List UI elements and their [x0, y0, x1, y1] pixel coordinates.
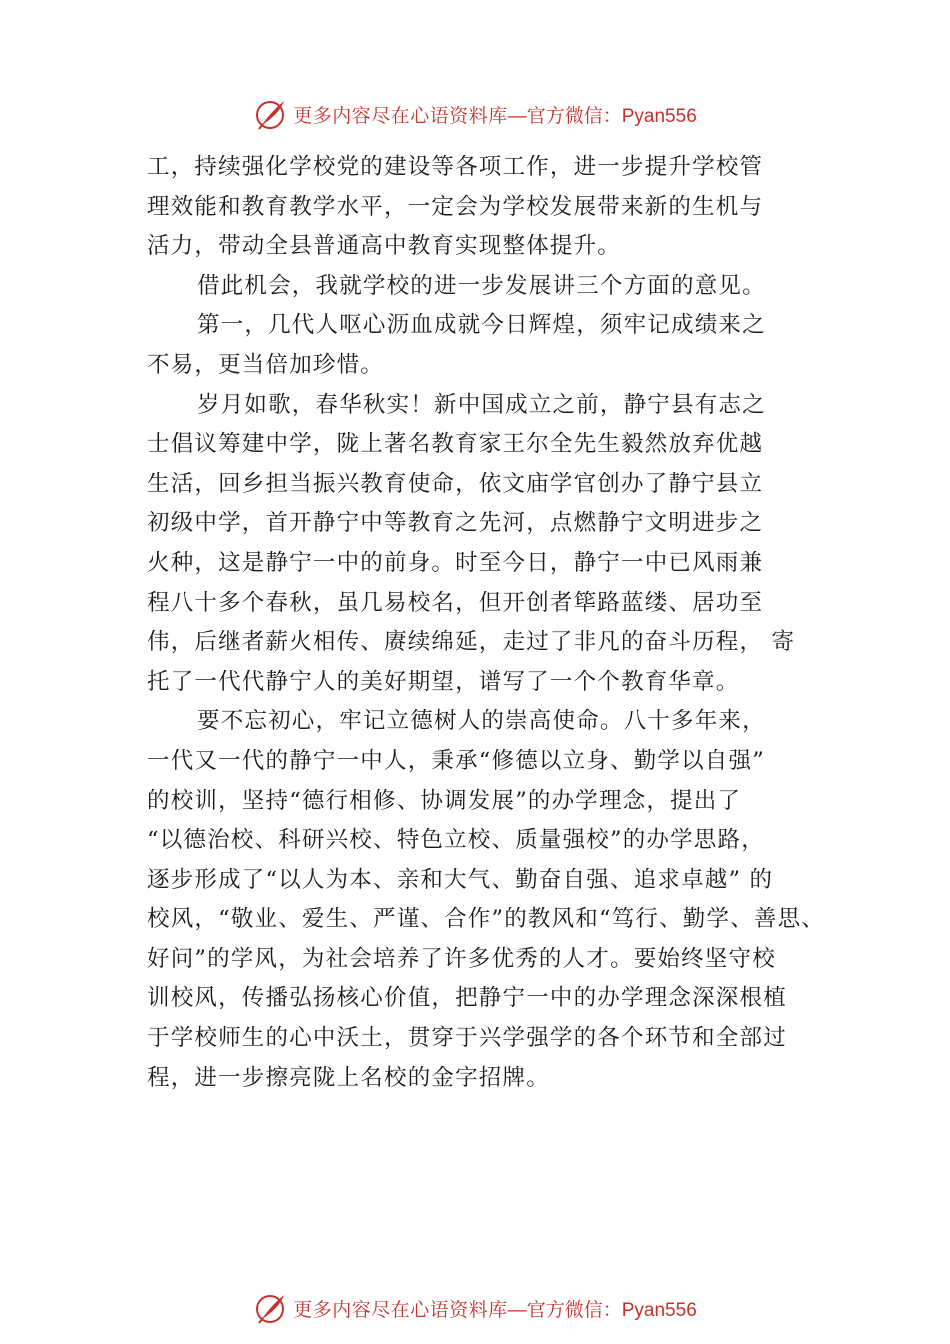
text-line: 托了一代代静宁人的美好期望，谱写了一个个教育华章。: [147, 668, 740, 695]
text-line: 初级中学，首开静宁中等教育之先河，点燃静宁文明进步之: [147, 510, 764, 537]
text-line: 一代又一代的静宁一中人，秉承“修德以立身、勤学以自强”: [147, 747, 765, 774]
text-line: 要不忘初心，牢记立德树人的崇高使命。八十多年来，: [197, 708, 766, 735]
text-line: 活力，带动全县普通高中教育实现整体提升。: [147, 233, 622, 260]
text-line: 伟，后继者薪火相传、赓续绵延，走过了非凡的奋斗历程， 寄: [147, 629, 796, 656]
header-banner-wechat: —官方微信：Pyan556: [507, 105, 697, 127]
text-line: 理效能和教育教学水平，一定会为学校发展带来新的生机与: [147, 193, 764, 220]
document-body: [147, 148, 837, 1098]
text-line: 生活，回乡担当振兴教育使命，依文庙学官创办了静宁县立: [147, 470, 764, 497]
text-line: 士倡议筹建中学，陇上著名教育家王尔全先生毅然放弃优越: [147, 431, 764, 458]
text-line: 于学校师生的心中沃土，贯穿于兴学强学的各个环节和全部过: [147, 1025, 787, 1052]
text-line: “以德治校、科研兴校、特色立校、质量强校”的办学思路，: [147, 827, 765, 854]
header-banner: [0, 94, 950, 134]
text-line: 校风，“敬业、爱生、严谨、合作”的教风和“笃行、勤学、善思、: [147, 906, 826, 933]
text-line: 火种，这是静宁一中的前身。时至今日，静宁一中已风雨兼: [147, 549, 764, 576]
text-line: 程八十多个春秋，虽几易校名，但开创者筚路蓝缕、居功至: [147, 589, 764, 616]
text-line: 工，持续强化学校党的建设等各项工作，进一步提升学校管: [147, 154, 764, 180]
text-line: 程，进一步擦亮陇上名校的金字招牌。: [147, 1064, 550, 1091]
footer-banner-text: 更多内容尽在心语资料库: [293, 1298, 508, 1321]
text-line: 不易，更当倍加珍惜。: [147, 351, 385, 378]
quill-logo-icon: [253, 1290, 289, 1326]
quill-logo-icon: [253, 96, 289, 132]
footer-banner-wechat: —官方微信：Pyan556: [507, 1299, 697, 1321]
text-line: 好问”的学风，为社会培养了许多优秀的人才。要始终坚守校: [147, 945, 776, 972]
text-line: 借此机会，我就学校的进一步发展讲三个方面的意见。: [197, 272, 766, 299]
text-line: 逐步形成了“以人为本、亲和大气、勤奋自强、追求卓越” 的: [147, 866, 774, 893]
text-line: 的校训，坚持“德行相修、协调发展”的办学理念，提出了: [147, 787, 742, 814]
text-line: 岁月如歌，春华秋实！新中国成立之前，静宁县有志之: [197, 391, 766, 418]
text-line: 第一，几代人呕心沥血成就今日辉煌，须牢记成绩来之: [197, 312, 766, 339]
text-line: 训校风，传播弘扬核心价值，把静宁一中的办学理念深深根植: [147, 985, 787, 1012]
footer-banner: [0, 1288, 950, 1328]
header-banner-text: 更多内容尽在心语资料库: [293, 104, 508, 127]
